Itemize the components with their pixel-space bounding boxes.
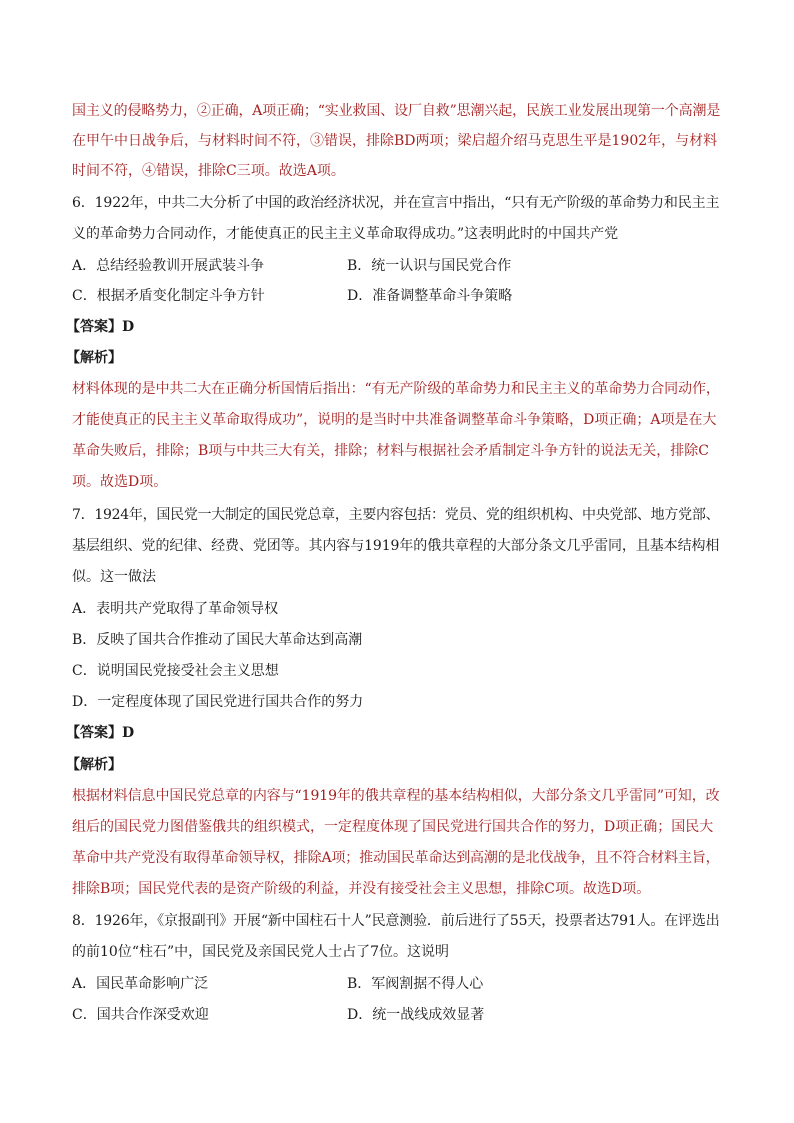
q6-stem-line-1: 6．1922年，中共二大分析了中国的政治经济状况，并在宣言中指出，“只有无产阶级的革命势力和民主主 bbox=[72, 195, 720, 211]
q7-analysis-line-1: 根据材料信息中国民党总章的内容与“1919年的俄共章程的基本结构相似，大部分条文几乎雷同”可知，改 bbox=[72, 788, 720, 804]
q6-answer: 【答案】D bbox=[66, 319, 135, 335]
q7-stem-line-3: 似。这一做法 bbox=[72, 569, 156, 585]
q6-option-b: B．统一认识与国民党合作 bbox=[347, 258, 512, 274]
q6-stem-line-2: 义的革命势力合同动作，才能使真正的民主主义革命取得成功。”这表明此时的中国共产党 bbox=[72, 226, 619, 242]
q6-analysis-line-3: 革命失败后，排除；B项与中共三大有关，排除；材料与根据社会矛盾制定斗争方针的说法无关，排除C bbox=[72, 443, 709, 459]
q8-option-d: D．统一战线成效显著 bbox=[347, 1007, 485, 1023]
q8-stem-line-1: 8．1926年，《京报副刊》开展“新中国柱石十人”民意测验．前后进行了55天，投票者达791人。在评选出 bbox=[72, 913, 720, 929]
q6-analysis-label: 【解析】 bbox=[66, 350, 122, 366]
q7-analysis-line-4: 排除B项；国民党代表的是资产阶级的利益，并没有接受社会主义思想，排除C项。故选D项。 bbox=[72, 881, 651, 897]
q7-answer: 【答案】D bbox=[66, 725, 135, 741]
carry-analysis-line-3: 时间不符，④错误，排除C三项。故选A项。 bbox=[72, 163, 345, 179]
q6-option-d: D．准备调整革命斗争策略 bbox=[347, 288, 513, 304]
q6-analysis-line-2: 才能使真正的民主主义革命取得成功”，说明的是当时中共准备调整革命斗争策略，D项正确；A项是在大 bbox=[72, 412, 717, 428]
carry-analysis-line-1: 国主义的侵略势力，②正确，A项正确；“实业救国、设厂自救”思潮兴起，民族工业发展出现第一个高潮是 bbox=[72, 103, 721, 119]
q7-option-b: B．反映了国共合作推动了国民大革命达到高潮 bbox=[72, 632, 363, 648]
q7-option-a: A．表明共产党取得了革命领导权 bbox=[72, 601, 279, 617]
q6-option-c: C．根据矛盾变化制定斗争方针 bbox=[72, 288, 265, 304]
q8-option-c: C．国共合作深受欢迎 bbox=[72, 1007, 209, 1023]
q7-option-d: D．一定程度体现了国民党进行国共合作的努力 bbox=[72, 694, 364, 710]
q7-analysis-line-2: 组后的国民党力图借鉴俄共的组织模式，一定程度体现了国民党进行国共合作的努力，D项正确；国民大 bbox=[72, 819, 714, 835]
carry-analysis-line-2: 在甲午中日战争后，与材料时间不符，③错误，排除BD两项；梁启超介绍马克思生平是1902年，与材料 bbox=[72, 133, 718, 149]
q7-option-c: C．说明国民党接受社会主义思想 bbox=[72, 663, 279, 679]
q7-stem-line-1: 7．1924年，国民党一大制定的国民党总章，主要内容包括：党员、党的组织机构、中央党部、地方党部、 bbox=[72, 507, 720, 523]
q8-option-a: A．国民革命影响广泛 bbox=[72, 976, 209, 992]
q8-stem-line-2: 的前10位“柱石”中，国民党及亲国民党人士占了7位。这说明 bbox=[72, 944, 450, 960]
q6-option-a: A．总结经验教训开展武装斗争 bbox=[72, 258, 265, 274]
q6-analysis-line-4: 项。故选D项。 bbox=[72, 474, 168, 490]
q6-analysis-line-1: 材料体现的是中共二大在正确分析国情后指出：“有无产阶级的革命势力和民主主义的革命势力合同动作， bbox=[72, 381, 720, 397]
q7-analysis-line-3: 革命中共产党没有取得革命领导权，排除A项；推动国民革命达到高潮的是北伐战争，且不符合材料主旨， bbox=[72, 850, 720, 866]
q7-analysis-label: 【解析】 bbox=[66, 757, 122, 773]
q8-option-b: B．军阀割据不得人心 bbox=[347, 976, 484, 992]
q7-stem-line-2: 基层组织、党的纪律、经费、党团等。其内容与1919年的俄共章程的大部分条文几乎雷同，且基本结构相 bbox=[72, 538, 720, 554]
